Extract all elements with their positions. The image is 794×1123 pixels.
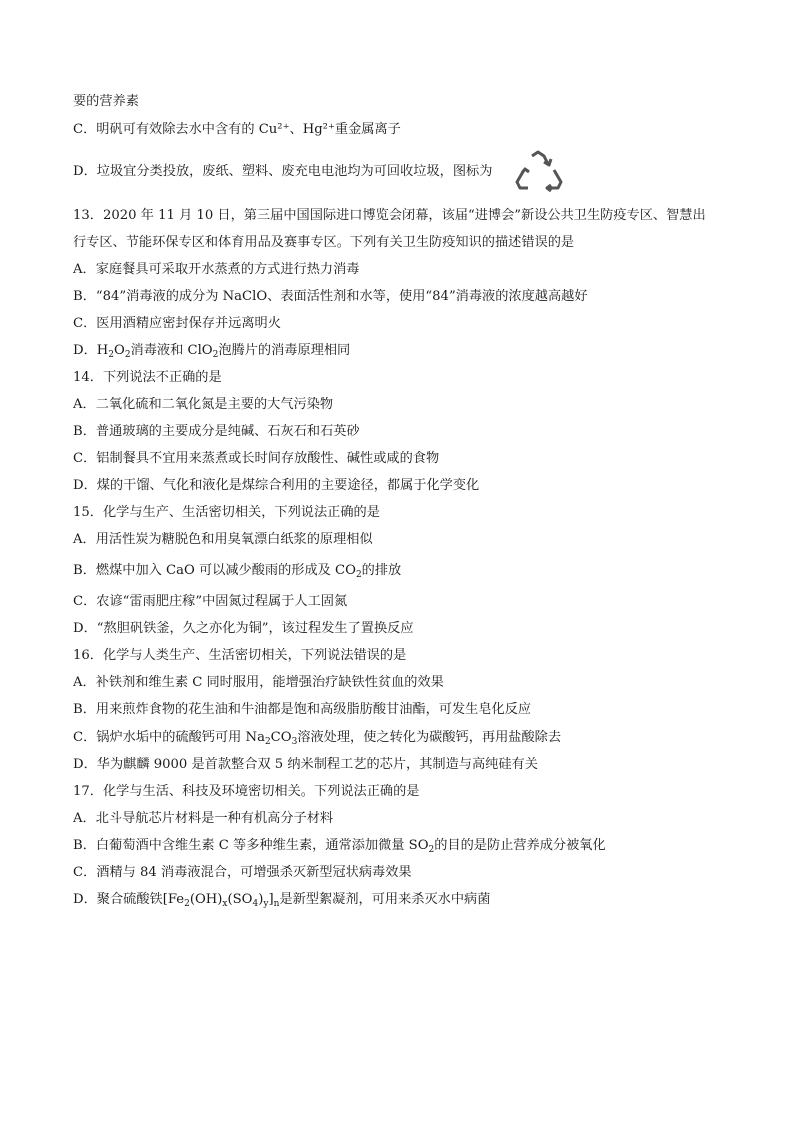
- text-run: 溶液处理，使之转化为碳酸钙，再用盐酸除去: [297, 730, 562, 745]
- option-15c: C．农谚“雷雨肥庄稼”中固氮过程属于人工固氮: [73, 594, 348, 609]
- subscript: 2: [264, 737, 271, 747]
- subscript: 2: [108, 350, 114, 360]
- option-14d: D．煤的干馏、气化和液化是煤综合利用的主要途径，都属于化学变化: [73, 478, 480, 493]
- subscript: x: [222, 899, 228, 909]
- question-15-stem: 15．化学与生产、生活密切相关，下列说法正确的是: [73, 505, 380, 520]
- option-16c: [73, 728, 733, 748]
- subscript: 2: [124, 350, 131, 360]
- text-run: 消毒液和 ClO: [130, 343, 213, 358]
- option-13c: C．医用酒精应密封保存并远离明火: [73, 316, 281, 331]
- question-17-stem: 17．化学与生活、科技及环境密切相关。下列说法正确的是: [73, 784, 420, 799]
- text-run: B．白葡萄酒中含维生素 C 等多种维生素，通常添加微量 SO: [73, 838, 429, 853]
- option-14b: B．普通玻璃的主要成分是纯碱、石灰石和石英砂: [73, 424, 360, 439]
- subscript: n: [273, 899, 280, 909]
- option-17a: A．北斗导航芯片材料是一种有机高分子材料: [73, 811, 334, 826]
- option-12c: C．明矾可有效除去水中含有的 Cu²⁺、Hg²⁺重金属离子: [73, 122, 401, 137]
- line-nutrient-continuation: 要的营养素: [73, 94, 139, 109]
- option-14c: C．铝制餐具不宜用来蒸煮或长时间存放酸性、碱性或咸的食物: [73, 451, 440, 466]
- text-run: 是新型絮凝剂，可用来杀灭水中病菌: [279, 892, 491, 907]
- subscript: 2: [355, 570, 362, 580]
- option-17b: [73, 836, 733, 856]
- text-run: C．锅炉水垢中的硫酸钙可用 Na: [73, 730, 265, 745]
- text-run: (OH): [189, 892, 223, 907]
- option-14a: A．二氧化硫和二氧化氮是主要的大气污染物: [73, 397, 334, 412]
- option-16d: D．华为麒麟 9000 是首款整合双 5 纳米制程工艺的芯片，其制造与高纯硅有关: [73, 757, 538, 772]
- option-17c: C．酒精与 84 消毒液混合，可增强杀灭新型冠状病毒效果: [73, 865, 412, 880]
- text-run: ): [258, 892, 264, 907]
- question-16-stem: 16．化学与人类生产、生活密切相关，下列说法错误的是: [73, 648, 407, 663]
- text-run: 的目的是防止营养成分被氧化: [434, 838, 606, 853]
- option-13d: [73, 341, 733, 361]
- option-13a: A．家庭餐具可采取开水蒸煮的方式进行热力消毒: [73, 262, 360, 277]
- text-run: (SO: [227, 892, 253, 907]
- subscript: 2: [428, 845, 435, 855]
- question-13-stem-cont: 行专区、节能环保专区和体育用品及赛事专区。下列有关卫生防疫知识的描述错误的是: [73, 235, 575, 250]
- option-13b: B．“84”消毒液的成分为 NaClO、表面活性剂和水等，使用“84”消毒液的浓度越高越好: [73, 289, 588, 304]
- text-run: D．H: [73, 343, 109, 358]
- text-run: B．燃煤中加入 CaO 可以减少酸雨的形成及 CO: [73, 563, 356, 578]
- question-13-stem: 13．2020 年 11 月 10 日，第三届中国国际进口博览会闭幕，该届“进博会”新设公共卫生防疫专区、智慧出: [73, 208, 706, 223]
- subscript: 4: [252, 899, 259, 909]
- text-run: 泡腾片的消毒原理相同: [218, 343, 351, 358]
- subscript: 2: [184, 899, 190, 909]
- text-run: D．聚合硫酸铁[Fe: [73, 892, 185, 907]
- question-14-stem: 14．下列说法不正确的是: [73, 370, 222, 385]
- option-17d: [73, 890, 733, 910]
- text-run: ]: [268, 892, 274, 907]
- option-15b: [73, 561, 733, 581]
- option-15d: D．“熬胆矾铁釜，久之亦化为铜”，该过程发生了置换反应: [73, 621, 414, 636]
- option-12d: D．垃圾宜分类投放，废纸、塑料、废充电电池均为可回收垃圾，图标为: [73, 164, 493, 179]
- option-15a: A．用活性炭为糖脱色和用臭氧漂白纸浆的原理相似: [73, 532, 373, 547]
- text-run: O: [114, 343, 125, 358]
- subscript: y: [263, 899, 269, 909]
- text-run: 的排放: [361, 563, 402, 578]
- recycle-icon: [514, 150, 564, 194]
- text-run: CO: [270, 730, 292, 745]
- subscript: 2: [212, 350, 219, 360]
- option-16b: B．用来煎炸食物的花生油和牛油都是饱和高级脂肪酸甘油酯，可发生皂化反应: [73, 702, 532, 717]
- subscript: 3: [291, 737, 298, 747]
- option-16a: A．补铁剂和维生素 C 同时服用，能增强治疗缺铁性贫血的效果: [73, 675, 444, 690]
